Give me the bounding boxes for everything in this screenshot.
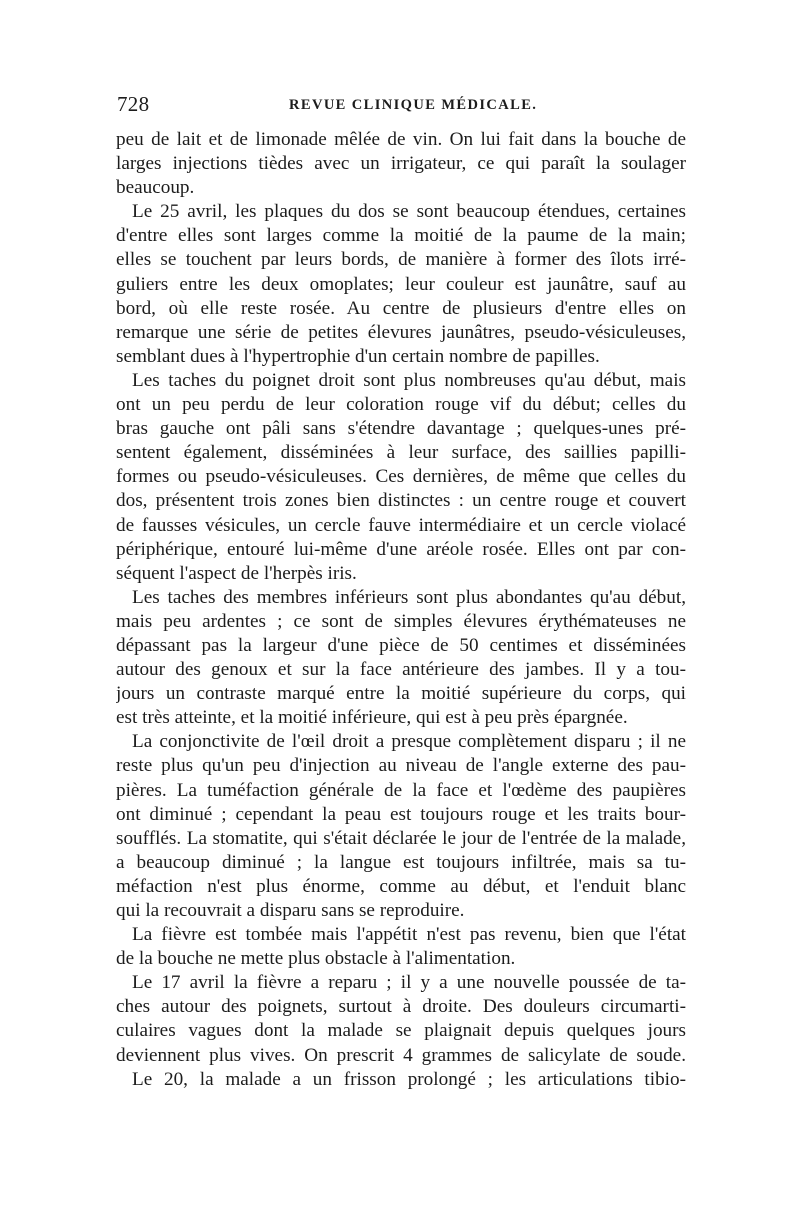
text-line: deviennent plus vives. On prescrit 4 grammes de salicylate de soude. [116, 1044, 686, 1066]
text-line: ont un peu perdu de leur coloration rouge vif du début; celles du [116, 394, 686, 416]
text-line: semblant dues à l'hypertrophie d'un certain nombre de papilles. [116, 345, 600, 367]
text-line: bord, où elle reste rosée. Au centre de plusieurs d'entre elles on [116, 297, 686, 319]
text-line: autour des genoux et sur la face antérieure des jambes. Il y a tou- [116, 659, 686, 681]
text-line: sentent également, disséminées à leur surface, des saillies papilli- [116, 442, 686, 464]
text-line: guliers entre les deux omoplates; leur couleur est jaunâtre, sauf au [116, 273, 686, 295]
text-line: est très atteinte, et la moitié inférieure, qui est à peu près épargnée. [116, 707, 628, 729]
text-line: de la bouche ne mette plus obstacle à l'alimentation. [116, 948, 516, 970]
text-line: de fausses vésicules, un cercle fauve intermédiaire et un cercle violacé [116, 514, 686, 536]
text-line: a beaucoup diminué ; la langue est toujours infiltrée, mais sa tu- [116, 851, 686, 873]
running-title: REVUE CLINIQUE MÉDICALE. [289, 97, 538, 113]
text-line: culaires vagues dont la malade se plaignait depuis quelques jours [116, 1020, 686, 1042]
text-line: La fièvre est tombée mais l'appétit n'est pas revenu, bien que l'état [132, 924, 686, 946]
text-line: ches autour des poignets, surtout à droite. Des douleurs circumarti- [116, 996, 686, 1018]
text-line: jours un contraste marqué entre la moitié supérieure du corps, qui [116, 683, 686, 705]
text-line: pières. La tuméfaction générale de la face et l'œdème des paupières [116, 779, 686, 801]
text-line: beaucoup. [116, 177, 195, 199]
text-line: séquent l'aspect de l'herpès iris. [116, 562, 357, 584]
page-header [117, 92, 685, 122]
text-line: d'entre elles sont larges comme la moitié de la paume de la main; [116, 225, 686, 247]
text-line: peu de lait et de limonade mêlée de vin. On lui fait dans la bouche de [116, 129, 686, 150]
text-line: qui la recouvrait a disparu sans se reproduire. [116, 900, 465, 921]
text-line: reste plus qu'un peu d'injection au niveau de l'angle externe des pau- [116, 755, 686, 777]
text-line: elles se touchent par leurs bords, de manière à former des îlots irré- [116, 249, 686, 271]
text-line: méfaction n'est plus énorme, comme au début, et l'enduit blanc [116, 875, 686, 897]
text-line: Les taches des membres inférieurs sont plus abondantes qu'au début, [132, 586, 686, 608]
text-line: Le 25 avril, les plaques du dos se sont beaucoup étendues, certaines [132, 201, 686, 223]
text-line: soufflés. La stomatite, qui s'était déclarée le jour de l'entrée de la malade, [116, 827, 686, 849]
text-line: bras gauche ont pâli sans s'étendre davantage ; quelques-unes pré- [116, 418, 686, 440]
text-line: remarque une série de petites élevures jaunâtres, pseudo-vésiculeuses, [116, 321, 686, 343]
text-line: La conjonctivite de l'œil droit a presque complètement disparu ; il ne [132, 731, 686, 753]
text-line: périphérique, entouré lui-même d'une aréole rosée. Elles ont par con- [116, 538, 686, 560]
text-line: Les taches du poignet droit sont plus nombreuses qu'au début, mais [132, 369, 686, 391]
text-line: mais peu ardentes ; ce sont de simples élevures érythémateuses ne [116, 610, 686, 632]
text-line: formes ou pseudo-vésiculeuses. Ces dernières, de même que celles du [116, 466, 686, 488]
page-number: 728 [117, 92, 150, 116]
text-line: Le 17 avril la fièvre a reparu ; il y a une nouvelle poussée de ta- [132, 972, 686, 994]
text-line: ont diminué ; cependant la peau est toujours rouge et les traits bour- [116, 803, 686, 825]
text-line: dépassant pas la largeur d'une pièce de 50 centimes et disséminées [116, 634, 686, 656]
text-line: dos, présentent trois zones bien distinctes : un centre rouge et couvert [116, 490, 686, 512]
text-line: larges injections tièdes avec un irrigateur, ce qui paraît la soulager [116, 153, 686, 175]
text-line: Le 20, la malade a un frisson prolongé ; les articulations tibio- [132, 1068, 686, 1090]
body-text [116, 128, 686, 1092]
